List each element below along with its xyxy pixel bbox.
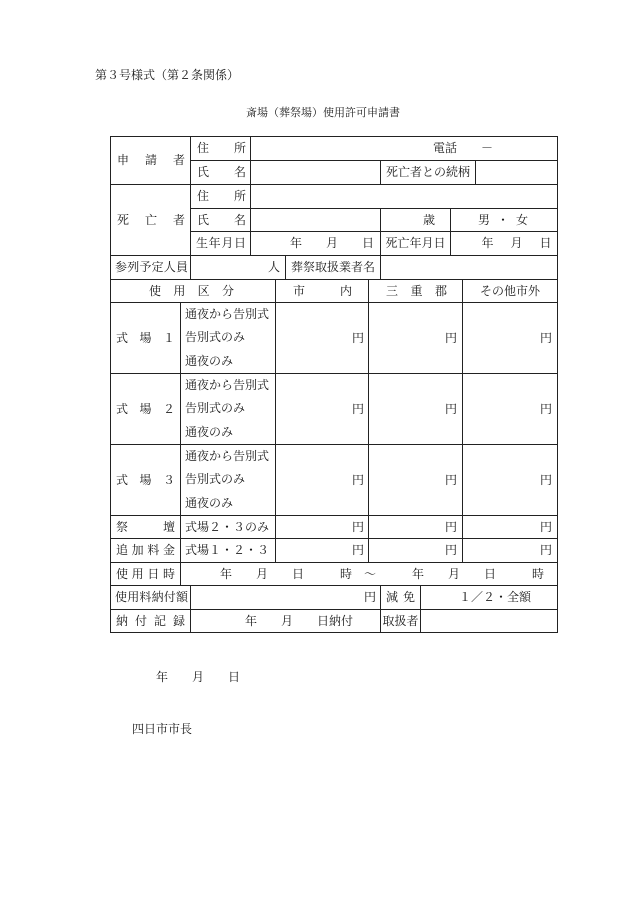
page-title: 斎場（葬祭場）使用許可申請書 <box>246 106 400 119</box>
fee-other: 円 <box>463 303 558 374</box>
fee-payment-label: 使用料納付額 <box>111 586 191 610</box>
application-form-table <box>110 136 558 633</box>
funeral-company-field <box>381 256 558 280</box>
usage-datetime-label: 使用日時 <box>111 563 181 586</box>
fee-mie-county: 円 <box>369 303 463 374</box>
fee-city: 円 <box>276 539 369 563</box>
usage-datetime-field: 年 月 日 時 ～ 年 月 日 時 <box>181 563 558 586</box>
birth-date-label: 生年月日 <box>191 232 251 256</box>
additional-fee-label: 追加料金 <box>111 539 181 563</box>
hall-2-options <box>181 374 276 445</box>
city-header: 市内 <box>276 280 369 303</box>
fee-mie-county: 円 <box>369 445 463 516</box>
birth-date-field: 年 月 日 <box>251 232 381 256</box>
fee-city: 円 <box>276 445 369 516</box>
usage-option: 告別式のみ <box>185 330 246 345</box>
additional-fee-options: 式場１・２・３ <box>181 539 276 563</box>
deceased-address-field <box>251 185 558 209</box>
usage-option: 通夜から告別式 <box>185 378 270 392</box>
hall-3-options <box>181 445 276 516</box>
fee-other: 円 <box>463 539 558 563</box>
attendees-label: 参列予定人員 <box>111 256 191 280</box>
sex-options: 男・女 <box>451 209 558 232</box>
applicant-address-label: 住所 <box>191 137 251 161</box>
phone-label: 電話 － <box>433 141 494 155</box>
death-date-field: 年 月 日 <box>451 232 558 256</box>
payment-record-label: 納付記録 <box>111 610 191 633</box>
attendees-field: 人 <box>191 256 286 280</box>
usage-option: 通夜から告別式 <box>185 307 270 321</box>
handler-field <box>421 610 558 633</box>
usage-option: 告別式のみ <box>185 472 246 487</box>
reduction-options: １／２・全額 <box>421 586 558 610</box>
applicant-name-label: 氏名 <box>191 161 251 185</box>
fee-mie-county: 円 <box>369 539 463 563</box>
hall-2-label: 式場２ <box>111 374 181 445</box>
fee-mie-county: 円 <box>369 374 463 445</box>
fee-city: 円 <box>276 374 369 445</box>
altar-options: 式場２・３のみ <box>181 516 276 539</box>
deceased-name-label: 氏名 <box>191 209 251 232</box>
deceased-address-label: 住所 <box>191 185 251 209</box>
handler-label: 取扱者 <box>381 610 421 633</box>
usage-option: 通夜から告別式 <box>185 449 270 463</box>
hall-3-label: 式場３ <box>111 445 181 516</box>
fee-payment-field: 円 <box>191 586 381 610</box>
deceased-label: 死亡者 <box>111 185 191 256</box>
reduction-label: 減免 <box>381 586 421 610</box>
usage-option: 告別式のみ <box>185 401 246 416</box>
fee-other: 円 <box>463 445 558 516</box>
altar-label: 祭壇 <box>111 516 181 539</box>
other-cities-header: その他市外 <box>463 280 558 303</box>
funeral-company-label: 葬祭取扱業者名 <box>286 256 381 280</box>
fee-city: 円 <box>276 303 369 374</box>
usage-option: 通夜のみ <box>185 424 234 439</box>
hall-1-label: 式場１ <box>111 303 181 374</box>
fee-mie-county: 円 <box>369 516 463 539</box>
form-number: 第３号様式（第２条関係） <box>95 68 240 82</box>
fee-city: 円 <box>276 516 369 539</box>
deceased-name-field <box>251 209 381 232</box>
payment-date-field: 年 月 日納付 <box>191 610 381 633</box>
hall-1-options <box>181 303 276 374</box>
addressee: 四日市市長 <box>132 722 193 736</box>
mie-county-header: 三重郡 <box>369 280 463 303</box>
submission-date: 年 月 日 <box>156 670 241 684</box>
death-date-label: 死亡年月日 <box>381 232 451 256</box>
usage-option: 通夜のみ <box>185 353 234 368</box>
usage-category-header: 使用区分 <box>111 280 276 303</box>
applicant-address-field <box>251 137 558 161</box>
fee-other: 円 <box>463 374 558 445</box>
relation-label: 死亡者との続柄 <box>381 161 476 185</box>
age-field: 歳 <box>381 209 451 232</box>
applicant-name-field <box>251 161 381 185</box>
applicant-label: 申請者 <box>111 137 191 185</box>
usage-option: 通夜のみ <box>185 495 234 510</box>
relation-field <box>476 161 558 185</box>
fee-other: 円 <box>463 516 558 539</box>
